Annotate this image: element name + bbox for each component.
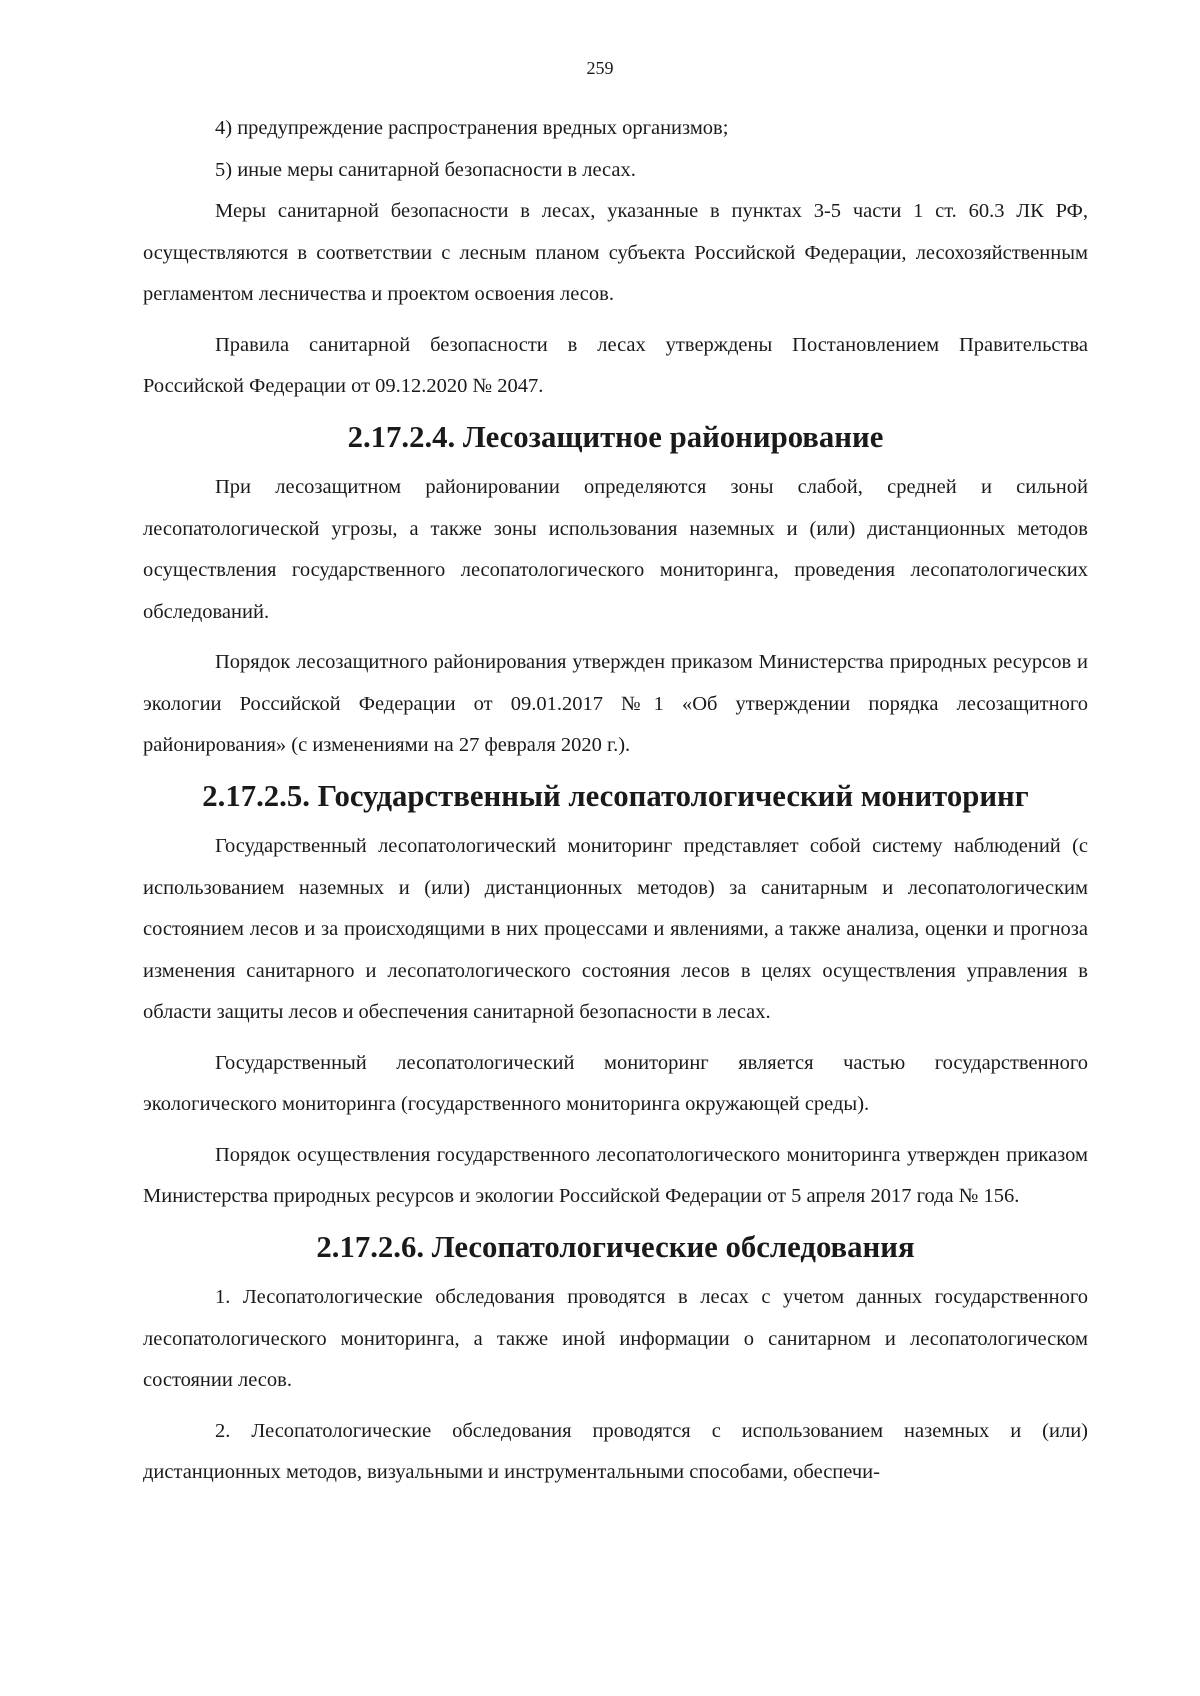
section-heading-2-17-2-4: 2.17.2.4. Лесозащитное районирование [347,419,884,454]
section-heading-2-17-2-6: 2.17.2.6. Лесопатологические обследования [316,1229,915,1264]
paragraph-sanitary-measures: Меры санитарной безопасности в лесах, указанные в пунктах 3-5 части 1 ст. 60.3 ЛК РФ, осуществляются в соответствии с лесным планом субъекта Российской Федерации, лесохозяйственным регламентом лесничества и проектом освоения лесов. [143,200,1088,305]
page-number: 259 [586,58,614,78]
paragraph-monitoring-part: Государственный лесопатологический мониторинг является частью государственного экологического мониторинга (государственного мониторинга окружающей среды). [143,1051,1088,1115]
paragraph-survey-item-1: 1. Лесопатологические обследования проводятся в лесах с учетом данных государственного лесопатологического мониторинга, а также иной информации о санитарном и лесопатологическом состоянии лесов. [143,1286,1088,1391]
section-heading-2-17-2-5: 2.17.2.5. Государственный лесопатологический мониторинг [202,778,1029,813]
paragraph-monitoring-definition: Государственный лесопатологический мониторинг представляет собой систему наблюдений (с использованием наземных и (или) дистанционных методов) за санитарным и лесопатологическим состоянием лесов и за происходящими в них процессами и явлениями, а также анализа, оценки и прогноза изменения санитарного и лесопатологического состояния лесов в целях осуществления управления в области защиты лесов и обеспечения санитарной безопасности в лесах. [143,835,1088,1023]
paragraph-monitoring-order: Порядок осуществления государственного лесопатологического мониторинга утвержден приказом Министерства природных ресурсов и экологии Российской Федерации от 5 апреля 2017 года № 156. [143,1143,1088,1207]
page-body [143,108,1088,1494]
paragraph-sanitary-rules: Правила санитарной безопасности в лесах утверждены Постановлением Правительства Российской Федерации от 09.12.2020 № 2047. [143,333,1088,397]
paragraph-zoning-order: Порядок лесозащитного районирования утвержден приказом Министерства природных ресурсов и экологии Российской Федерации от 09.01.2017 №1 «Об утверждении порядка лесозащитного районирования» (с изменениями на 27 февраля 2020 г.). [143,651,1088,756]
paragraph-zoning-definition: При лесозащитном районировании определяются зоны слабой, средней и сильной лесопатологической угрозы, а также зоны использования наземных и (или) дистанционных методов осуществления государственного лесопатологического мониторинга, проведения лесопатологических обследований. [143,476,1088,623]
list-item-4: 4) предупреждение распространения вредных организмов; [215,117,729,139]
list-item-5: 5) иные меры санитарной безопасности в лесах. [215,158,636,181]
paragraph-survey-item-2: 2. Лесопатологические обследования проводятся с использованием наземных и (или) дистанционных методов, визуальными и инструментальными способами, обеспечи- [143,1419,1088,1483]
